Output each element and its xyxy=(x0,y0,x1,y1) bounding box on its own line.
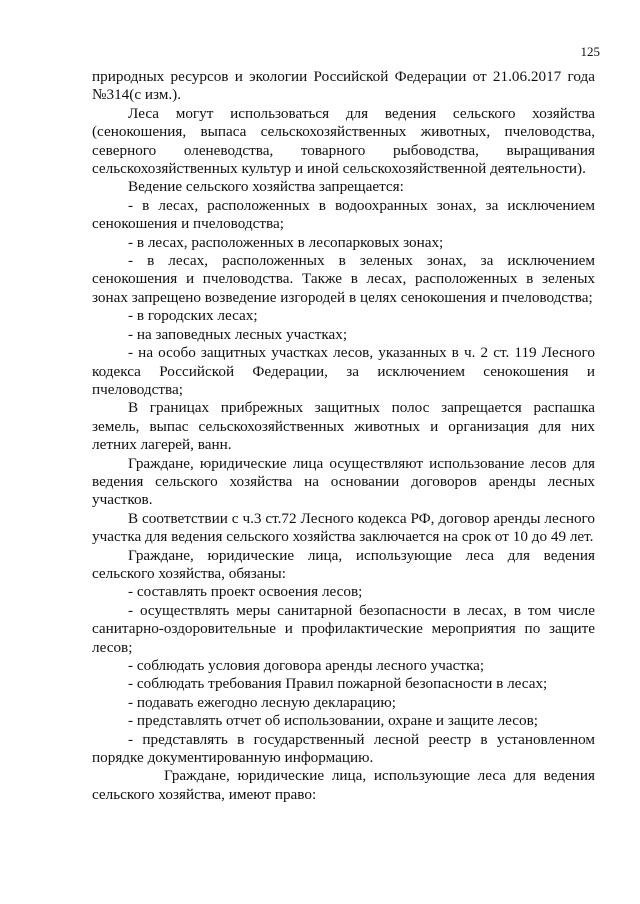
list-item: - представлять отчет об использовании, охране и защите лесов; xyxy=(128,712,538,730)
paragraph: Ведение сельского хозяйства запрещается: xyxy=(128,178,404,196)
list-item: - соблюдать условия договора аренды лесного участка; xyxy=(128,657,485,674)
document-body xyxy=(92,68,595,804)
list-item: - соблюдать требования Правил пожарной безопасности в лесах; xyxy=(128,675,548,693)
list-item: - на особо защитных участках лесов, указанных в ч. 2 ст. 119 Лесного кодекса Российской Федерации, за исключением сенокошения и пчеловодства; xyxy=(92,344,595,398)
paragraph: Граждане, юридические лица, использующие леса для ведения сельского хозяйства, обязаны: xyxy=(92,546,595,582)
list-item: - составлять проект освоения лесов; xyxy=(128,583,363,601)
list-item: - подавать ежегодно лесную декларацию; xyxy=(128,693,396,711)
list-item: - в лесах, расположенных в зеленых зонах, за исключением сенокошения и пчеловодства. Также в лесах, расположенных в зеленых зонах запрещено возведение изгородей в целях сенокошения и пчеловодства; xyxy=(92,252,595,306)
list-item: - представлять в государственный лесной реестр в установленном порядке документированную информацию. xyxy=(92,730,595,767)
paragraph: Леса могут использоваться для ведения сельского хозяйства (сенокошения, выпаса сельскохозяйственных животных, пчеловодства, северного оленеводства, товарного рыбоводства, выращивания сельскохозяйственных культур и иной сельскохозяйственной деятельности). xyxy=(92,104,595,178)
list-item: - на заповедных лесных участках; xyxy=(128,325,348,343)
list-item: - осуществлять меры санитарной безопасности в лесах, в том числе санитарно-оздоровительные и профилактические мероприятия по защите лесов; xyxy=(92,601,595,656)
paragraph: Граждане, юридические лица, использующие леса для ведения сельского хозяйства, имеют право: xyxy=(92,767,595,803)
paragraph: В границах прибрежных защитных полос запрещается распашка земель, выпас сельскохозяйственных животных и организация для них летних лагерей, ванн. xyxy=(92,399,595,454)
page-number: 125 xyxy=(580,44,600,59)
paragraph: В соответствии с ч.3 ст.72 Лесного кодекса РФ, договор аренды лесного участка для ведения сельского хозяйства заключается на срок от 10 до 49 лет. xyxy=(92,509,595,546)
paragraph: природных ресурсов и экологии Российской Федерации от 21.06.2017 года №314(с изм.). xyxy=(92,68,595,104)
list-item: - в городских лесах; xyxy=(128,307,258,325)
list-item: - в лесах, расположенных в лесопарковых зонах; xyxy=(128,233,444,251)
list-item: - в лесах, расположенных в водоохранных зонах, за исключением сенокошения и пчеловодства; xyxy=(92,196,595,233)
paragraph: Граждане, юридические лица осуществляют использование лесов для ведения сельского хозяйства на основании договоров аренды лесных участков. xyxy=(92,454,595,509)
